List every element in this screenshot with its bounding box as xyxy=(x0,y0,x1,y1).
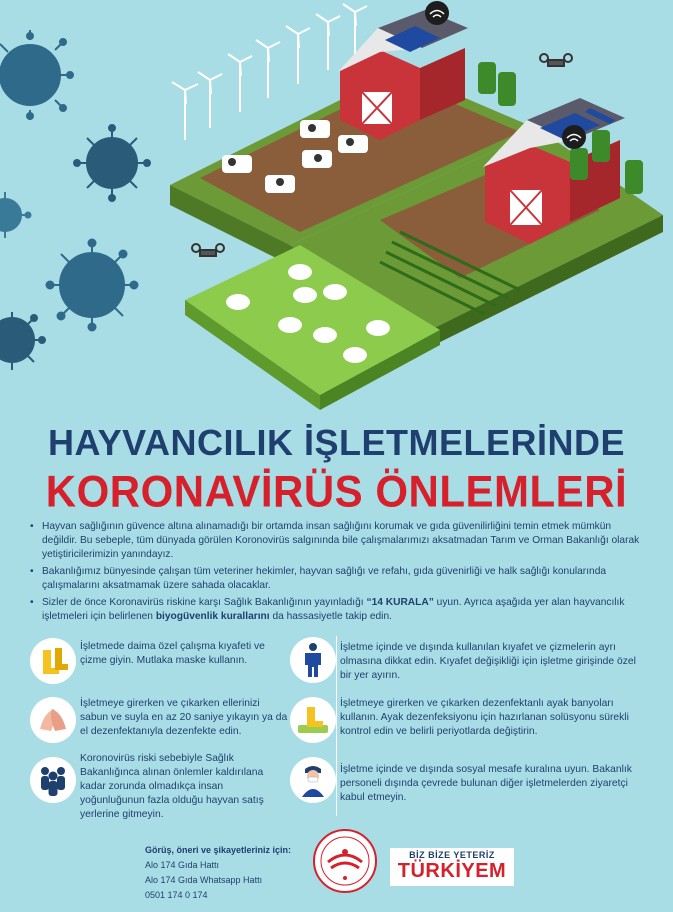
brand-slogan: BİZ BİZE YETERİZ xyxy=(409,850,495,860)
coverall-icon xyxy=(290,637,336,683)
measure-item: İşletmede daima özel çalışma kıyafeti ve çizme giyin. Mutlaka maske kullanın. xyxy=(80,641,265,666)
contact-line: 0501 174 0 174 xyxy=(145,890,208,900)
contact-line: Alo 174 Gıda Whatsapp Hattı xyxy=(145,875,263,885)
contact-line: Alo 174 Gıda Hattı xyxy=(145,860,220,870)
hand-washing-icon xyxy=(30,697,76,743)
farm-illustration xyxy=(0,0,673,420)
biosecurity-emphasis: biyogüvenlik kurallarını xyxy=(155,611,270,622)
brand-name: TÜRKİYEM xyxy=(397,860,507,882)
boots-icon xyxy=(30,638,76,684)
measure-item: İşletmeye girerken ve çıkarken dezenfektanlı ayak banyoları kullanın. Ayak dezenfeksiyonu için hazırlanan solüsyonu sürekli kontrol edin ve belirli periyotlarda değiştirin. xyxy=(340,698,629,737)
intro-item: • Sizler de önce Koronavirüs riskine karşı Sağlık Bakanlığının yayınladığı “14 KURALA” uyun. Ayrıca aşağıda yer alan hayvancılık işletmeleri için belirlenen biyogüvenlik kurallarını da hassasiyetle takip edin. xyxy=(30,596,645,624)
page-title-line2: KORONAVİRÜS ÖNLEMLERİ xyxy=(45,466,628,517)
masked-person-icon xyxy=(290,757,336,803)
crowd-icon xyxy=(30,757,76,803)
intro-list xyxy=(30,520,645,627)
page-title-line1: HAYVANCILIK İŞLETMELERİNDE xyxy=(47,422,626,463)
virus-icon xyxy=(0,192,31,238)
measure-item: İşletmeye girerken ve çıkarken ellerinizi sabun ve suyla en az 20 saniye yıkayın ya da el dezenfektanıyla dezenfekte edin. xyxy=(80,698,288,737)
intro-item: • Hayvan sağlığının güvence altına alınamadığı bir ortamda insan sağlığını korumak ve gıda güvenilirliğini temin etmek mümkün değildir. Bu sebeple, tüm dünyada görülen Koronovirüs salgınında bile çalışmalarımızı aksatmadan Tarım ve Orman Bakanlığı olarak yetiştiricilerimizin yanındayız. xyxy=(30,520,645,562)
intro-item: • Bakanlığımız bünyesinde çalışan tüm veteriner hekimler, hayvan sağlığı ve refahı, gıda güvenirliği ve halk sağlığı konularında çalışmalarını aksatmamak üzere sahada olacaklar. xyxy=(30,565,645,593)
virus-icon xyxy=(47,240,138,331)
brand-logo xyxy=(390,848,514,886)
foot-bath-icon xyxy=(290,697,336,743)
column-divider xyxy=(336,636,337,816)
measure-item: İşletme içinde ve dışında sosyal mesafe kuralına uyun. Bakanlık personeli dışında çevrede bulunan diğer işletmelerden ziyaretçi kabul etmeyin. xyxy=(340,764,632,803)
rules-emphasis: “14 KURALA” xyxy=(366,597,434,608)
virus-icon xyxy=(0,312,45,370)
measure-item: İşletme içinde ve dışında kullanılan kıyafet ve çizmelerin ayrı olmasına dikkat edin. Kıyafet değişikliği için işletme girişinde özel bir yer ayırın. xyxy=(340,642,636,681)
contact-heading: Görüş, öneri ve şikayetleriniz için: xyxy=(145,845,292,855)
measure-item: Koronovirüs riski sebebiyle Sağlık Bakanlığınca alınan önlemler kaldırılana kadar zorunda olmadıkça insan yoğunluğunun fazla olduğu hayvan satış yerlerine gitmeyin. xyxy=(80,753,264,820)
ministry-logo xyxy=(312,828,378,894)
virus-icon xyxy=(74,125,150,201)
contact-info xyxy=(145,843,291,903)
virus-icon xyxy=(0,30,73,120)
